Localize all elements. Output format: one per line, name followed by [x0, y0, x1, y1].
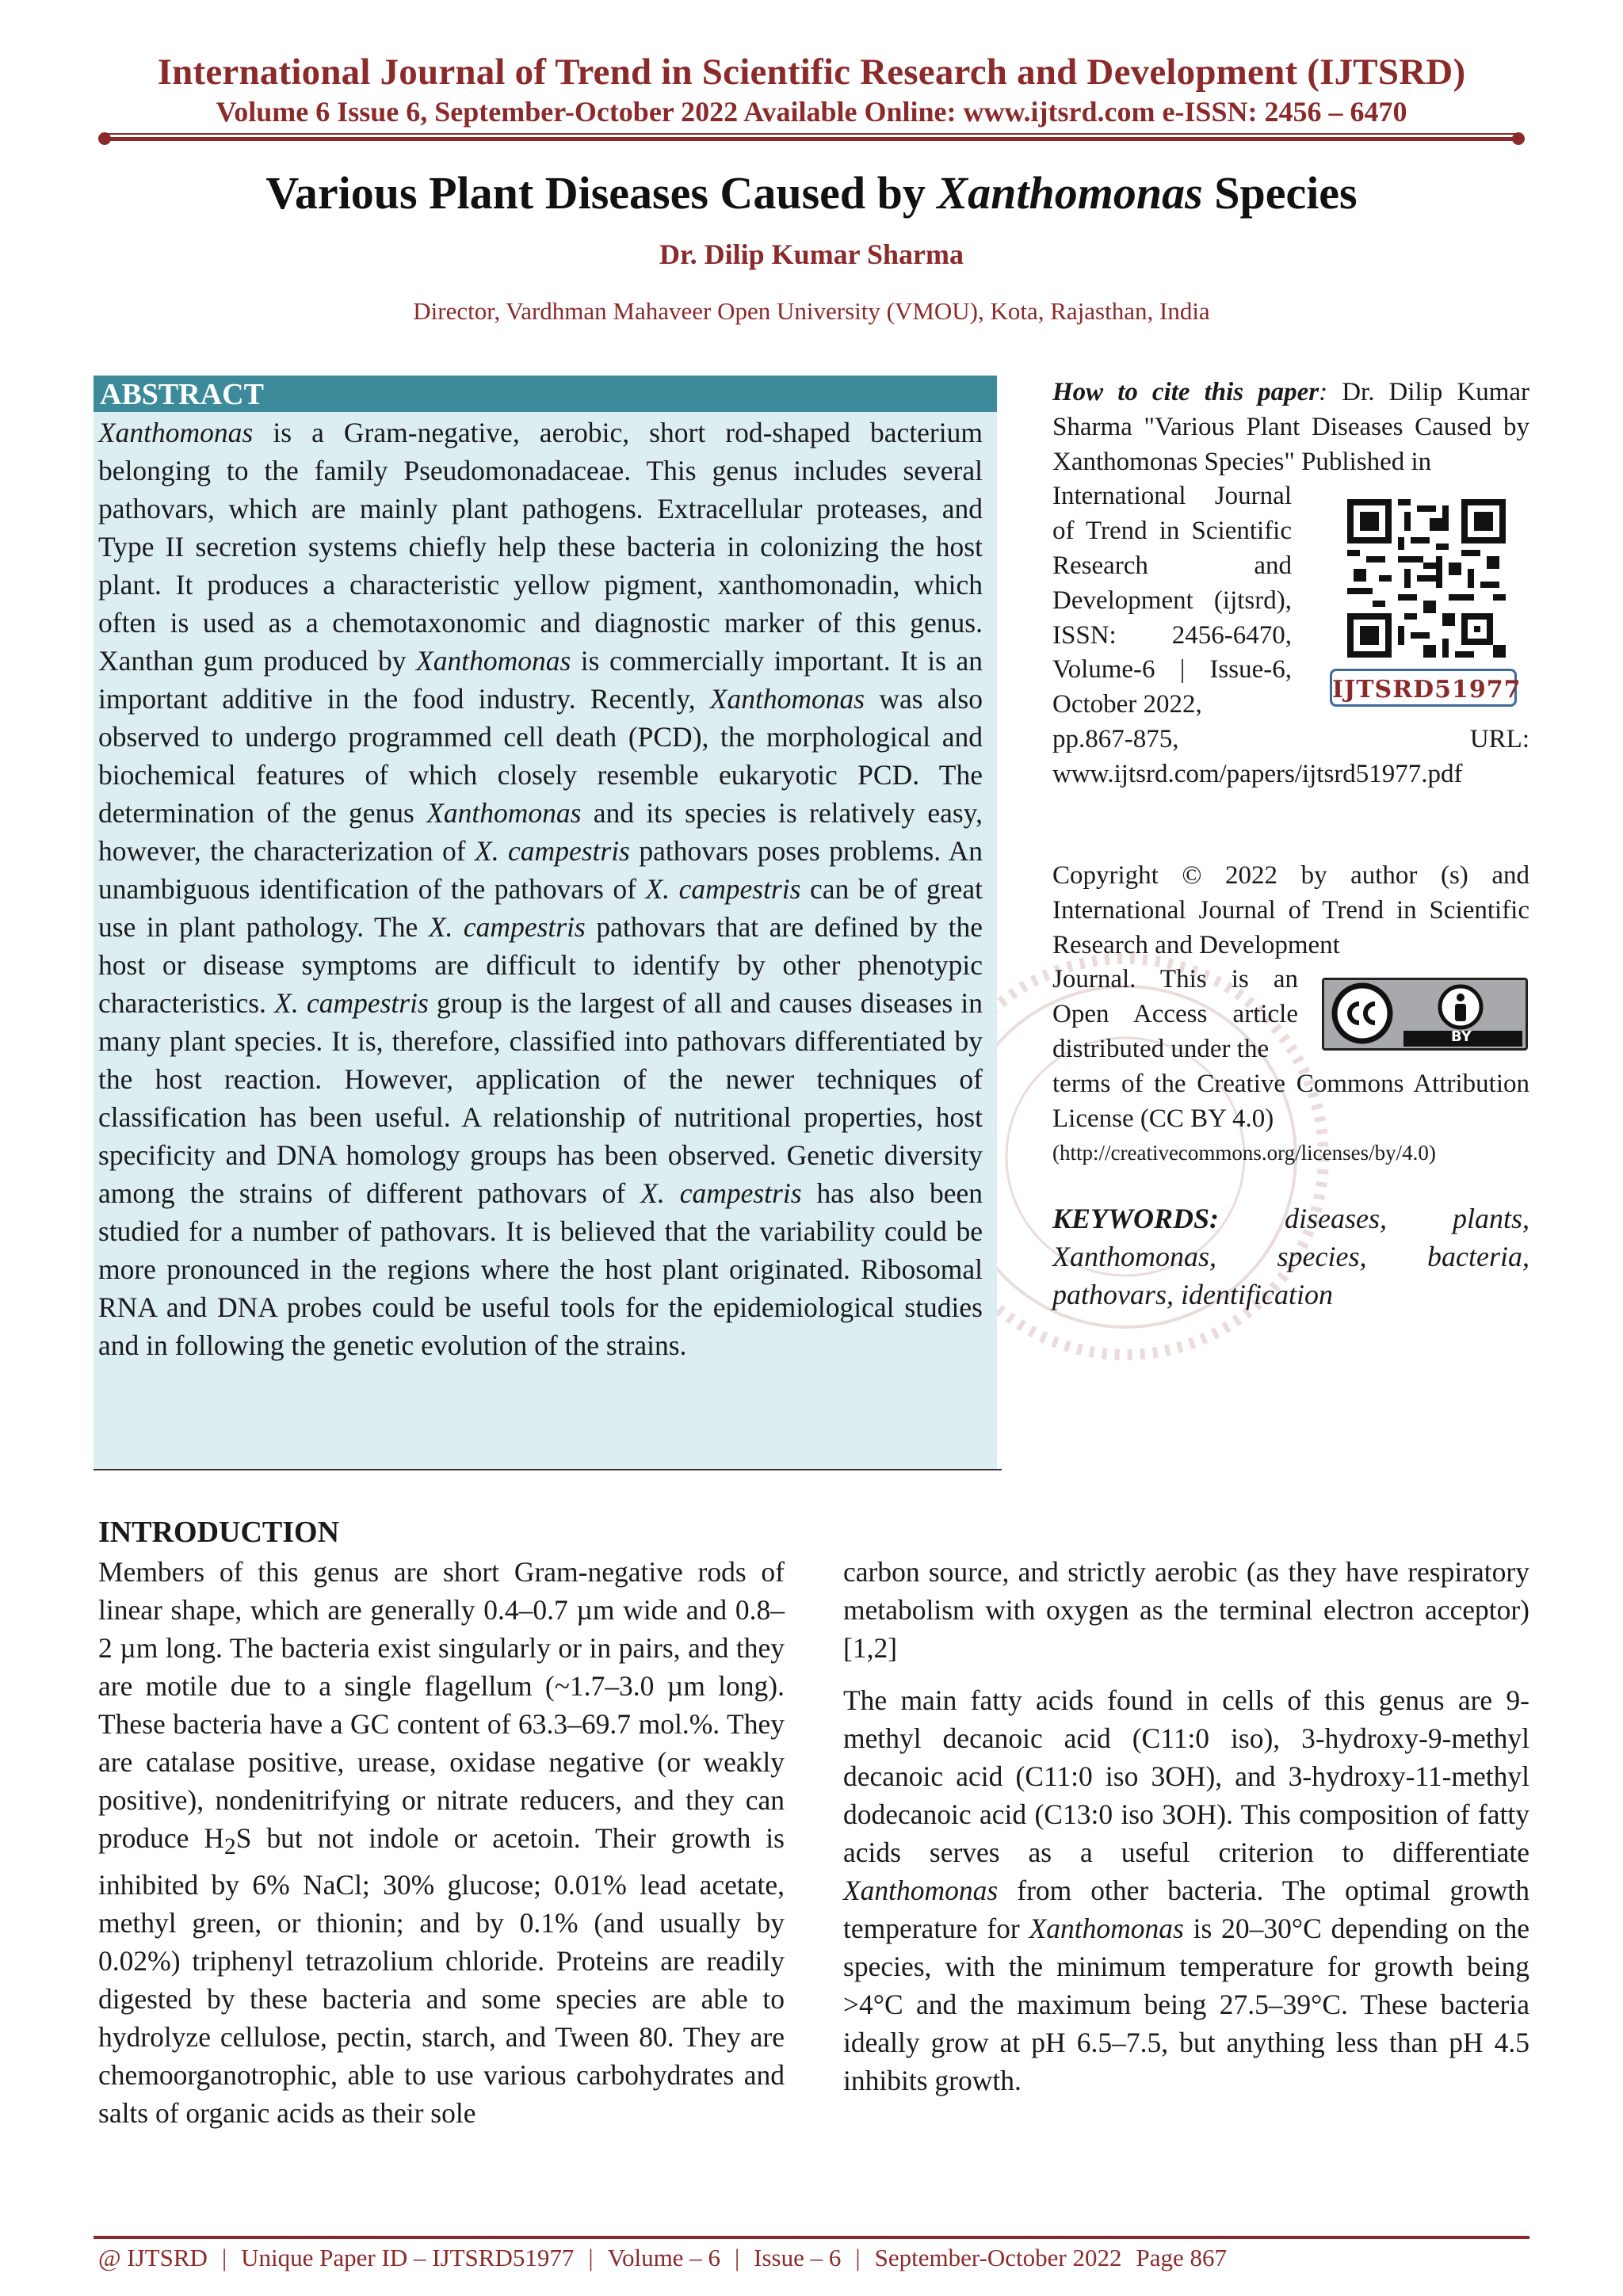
qr-code-block: [1323, 499, 1529, 719]
footer-item: September-October 2022: [874, 2244, 1122, 2271]
fatty-acids-paragraph: The main fatty acids found in cells of this genus are 9-methyl decanoic acid (C11:0 iso), 3-hydroxy-9-methyl decanoic acid (C11:0 iso 3OH), and 3-hydroxy-11-methyl dodecanoic acid (C13:0 iso 3OH). This composition of fatty acids serves as a useful criterion to differentiate Xanthomonas from other bacteria. The optimal growth temperature for Xanthomonas is 20–30°C depending on the species, with the minimum temperature for growth being >4°C and the maximum being 27.5–39°C. These bacteria ideally grow at pH 6.5–7.5, but anything less than pH 4.5 inhibits growth.: [843, 1684, 1529, 2096]
footer-separator: |: [588, 2244, 594, 2271]
keywords-label: KEYWORDS:: [1052, 1203, 1220, 1234]
paper-id-badge: IJTSRD51977: [1330, 669, 1517, 707]
citation-url[interactable]: www.ijtsrd.com/papers/ijtsrd51977.pdf: [1052, 759, 1463, 788]
footer-item: @ IJTSRD: [98, 2244, 208, 2271]
citation-block: How to cite this paper: Dr. Dilip Kumar Sharma "Various Plant Diseases Caused by Xanthomonas Species" Published in International Journal of Trend in Scientific Research and Development (ijtsrd), ISSN: 2456-6470, Volume-6 | Issue-6, October 2022, pp.867-875, URL: www.ijtsrd.com/papers/ijtsrd51977.pdf: [1052, 376, 1529, 792]
page-footer: [98, 2244, 1529, 2272]
citation-text: Dr. Dilip Kumar Sharma "Various Plant Diseases Caused by Xanthomonas Species" Published in: [1052, 378, 1530, 476]
footer-rule: [94, 2236, 1529, 2239]
footer-separator: |: [855, 2244, 861, 2271]
journal-info: Volume 6 Issue 6, September-October 2022 Available Online: www.ijtsrd.com e-ISSN: 2456 – 6470: [216, 96, 1407, 128]
paper-title: Various Plant Diseases Caused by Xanthomonas Species: [265, 167, 1358, 219]
introduction-right-column: [843, 1553, 1529, 2114]
abstract-heading: ABSTRACT: [94, 376, 997, 412]
cc-by-license-badge[interactable]: [1322, 978, 1528, 1051]
author-affiliation: Director, Vardhman Mahaveer Open University (VMOU), Kota, Rajasthan, India: [413, 297, 1210, 325]
introduction-left-column: Members of this genus are short Gram-negative rods of linear shape, which are generally 0.4–0.7 µm wide and 0.8–2 µm long. The bacteria exist singularly or in pairs, and they are motile due to a single flagellum (~1.7–3.0 µm long). These bacteria have a GC content of 63.3–69.7 mol.%. They are catalase positive, urease, oxidase negative (or weakly positive), nondenitrifying or nitrate reducers, and they can produce $H_2S$ but not indole or acetoin. Their growth is inhibited by 6% NaCl; 30% glucose; 0.01% lead acetate, methyl green, or thionin; and by 0.1% (and usually by 0.02%) triphenyl tetrazolium chloride. Proteins are readily digested by these bacteria and some species are able to hydrolyze cellulose, pectin, starch, and Tween 80. They are chemoorganotrophic, able to use various carbohydrates and salts of organic acids as their sole: [98, 1556, 785, 2130]
copyright-text: Copyright © 2022 by author (s) and International Journal of Trend in Scientific Research and Development: [1052, 861, 1529, 959]
footer-separator: |: [221, 2244, 227, 2271]
header-rule-dot-right: [1512, 132, 1525, 145]
footer-item: Volume – 6: [607, 2244, 720, 2271]
citation-label: How to cite this paper: [1052, 378, 1319, 406]
footer-separator: |: [734, 2244, 740, 2271]
header-rule-thick: [101, 137, 1522, 141]
copyright-oa-text: Journal. This is an Open Access article distributed under the: [1052, 965, 1298, 1063]
citation-journal: International Journal of Trend in Scientific Research and Development (ijtsrd), ISSN: 2456-6470, Volume-6 | Issue-6, October 2022,: [1052, 482, 1292, 719]
footer-item: Issue – 6: [754, 2244, 842, 2271]
journal-title: International Journal of Trend in Scientific Research and Development (IJTSRD): [157, 51, 1466, 93]
footer-item: Unique Paper ID – IJTSRD51977: [241, 2244, 575, 2271]
abstract-body: Xanthomonas is a Gram-negative, aerobic, short rod-shaped bacterium belonging to the family Pseudomonadaceae. This genus includes several pathovars, which are mainly plant pathogens. Extracellular proteases, and Type II secretion systems chiefly help these bacteria in colonizing the host plant. It produces a characteristic yellow pigment, xanthomonadin, which often is used as a chemotaxonomic and diagnostic marker of this genus. Xanthan gum produced by Xanthomonas is commercially important. It is an important additive in the food industry. Recently, Xanthomonas was also observed to undergo programmed cell death (PCD), the morphological and biochemical features of which closely resemble eukaryotic PCD. The determination of the genus Xanthomonas and its species is relatively easy, however, the characterization of X. campestris pathovars poses problems. An unambiguous identification of the pathovars of X. campestris can be of great use in plant pathology. The X. campestris pathovars that are defined by the host or disease symptoms are difficult to identify by other phenotypic characteristics. X. campestris group is the largest of all and causes diseases in many plant species. It is, therefore, classified into pathovars differentiated by the host reaction. However, application of the newer techniques of classification has been useful. A relationship of nutritional properties, host specificity and DNA homology groups has been observed. Genetic diversity among the strains of different pathovars of X. campestris has also been studied for a number of pathovars. It is believed that the variability could be more pronounced in the regions where the host plant originated. Ribosomal RNA and DNA probes could be useful tools for the epidemiological studies and in following the genetic evolution of the strains.: [98, 417, 983, 1361]
keywords-block: [1052, 1199, 1529, 1314]
qr-code-icon: [1347, 499, 1506, 658]
cc-icon: [1324, 980, 1526, 1048]
header-rule: [101, 133, 1522, 135]
cc-by-label: BY: [1451, 1028, 1472, 1045]
copyright-license-text: terms of the Creative Commons Attribution License (CC BY 4.0): [1052, 1069, 1529, 1133]
citation-pages: pp.867-875,: [1052, 724, 1179, 753]
introduction-heading: INTRODUCTION: [98, 1516, 340, 1549]
license-url[interactable]: (http://creativecommons.org/licenses/by/4.0): [1052, 1141, 1436, 1165]
keywords-list: diseases, plants, Xanthomonas, species, bacteria, pathovars, identification: [1052, 1203, 1529, 1310]
introduction-paragraph-continued: carbon source, and strictly aerobic (as they have respiratory metabolism with oxygen as the terminal electron acceptor)[1,2]: [843, 1556, 1529, 1664]
paper-author: Dr. Dilip Kumar Sharma: [659, 238, 964, 270]
abstract-divider: [94, 1469, 1002, 1470]
citation-url-label: URL:: [1469, 724, 1529, 753]
header-rule-dot-left: [98, 132, 111, 145]
footer-item: Page 867: [1136, 2244, 1227, 2271]
